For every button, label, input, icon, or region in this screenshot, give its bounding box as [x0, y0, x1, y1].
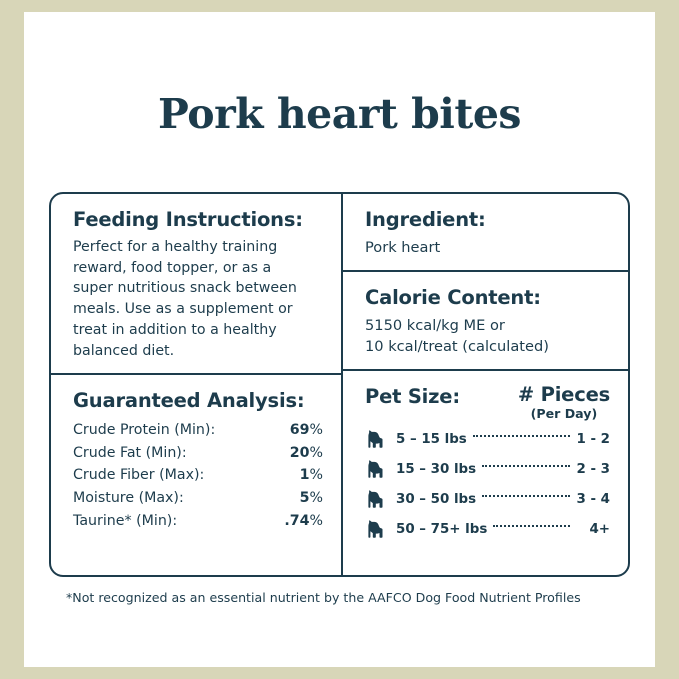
analysis-value-number: 5 — [299, 490, 310, 507]
analysis-label: Crude Fat (Min): — [73, 444, 187, 461]
analysis-value-unit: % — [309, 467, 323, 484]
pet-size-label: 15 – 30 lbs — [396, 461, 477, 477]
dot-leader — [493, 525, 570, 527]
pet-size-label: 30 – 50 lbs — [396, 491, 477, 507]
dog-icon — [365, 428, 387, 450]
list-item — [365, 488, 610, 510]
nutrition-panel — [49, 192, 630, 577]
pet-size-label: 5 – 15 lbs — [396, 431, 467, 447]
table-row — [73, 510, 323, 533]
pieces-header — [518, 385, 610, 420]
calorie-line-2: 10 kcal/treat (calculated) — [365, 338, 549, 356]
analysis-value — [270, 464, 323, 487]
dot-leader — [473, 435, 570, 437]
analysis-value — [270, 487, 323, 510]
dog-icon — [365, 458, 387, 480]
label-card — [24, 12, 655, 667]
analysis-label: Crude Fiber (Max): — [73, 467, 205, 484]
analysis-value-unit: % — [309, 512, 323, 529]
feeding-instructions-text: Perfect for a healthy training reward, food topper, or as a super nutritious snack between meals. Use as a supplement or treat in addition to a healthy balanced diet. — [73, 239, 297, 359]
analysis-label: Crude Protein (Min): — [73, 421, 216, 438]
guaranteed-analysis-heading: Guaranteed Analysis: — [73, 389, 305, 413]
analysis-value-unit: % — [309, 444, 323, 461]
dog-icon — [365, 488, 387, 510]
analysis-value-number: 1 — [299, 467, 310, 484]
list-item — [365, 458, 610, 480]
analysis-value-unit: % — [309, 421, 323, 438]
ingredient-text: Pork heart — [365, 239, 441, 256]
analysis-value — [270, 510, 323, 533]
guaranteed-analysis-table — [73, 418, 323, 532]
page-title: Pork heart bites — [158, 90, 521, 138]
list-item — [365, 428, 610, 450]
pet-size-heading: Pet Size: — [365, 385, 460, 409]
pet-size-count: 1 - 2 — [576, 431, 610, 447]
analysis-value-number: .74 — [284, 512, 310, 529]
ingredient-heading: Ingredient: — [365, 208, 486, 231]
calorie-content-section — [343, 272, 628, 371]
pet-size-count: 3 - 4 — [576, 491, 610, 507]
pieces-heading: # Pieces — [517, 383, 610, 407]
table-row — [73, 487, 323, 510]
calorie-content-heading: Calorie Content: — [365, 286, 541, 310]
analysis-label: Taurine* (Min): — [73, 512, 178, 529]
analysis-value-number: 20 — [289, 444, 310, 461]
calorie-line-1: 5150 kcal/kg ME or — [365, 317, 505, 335]
feeding-instructions-heading: Feeding Instructions: — [73, 208, 303, 231]
panel-right-column — [343, 194, 628, 575]
ingredient-section — [343, 194, 628, 272]
list-item — [365, 518, 610, 540]
table-row — [73, 418, 323, 441]
footnote: *Not recognized as an essential nutrient by the AAFCO Dog Food Nutrient Profiles — [66, 590, 581, 605]
dog-icon — [365, 518, 387, 540]
feeding-instructions-section — [51, 194, 341, 375]
analysis-value-number: 69 — [289, 421, 310, 438]
guaranteed-analysis-section — [51, 375, 341, 544]
dot-leader — [482, 495, 570, 497]
table-row — [73, 464, 323, 487]
pet-size-count: 4+ — [589, 521, 610, 537]
pet-size-count: 2 - 3 — [576, 461, 610, 477]
analysis-value — [270, 418, 323, 441]
per-day-label: (Per Day) — [530, 405, 598, 421]
pet-size-header — [365, 385, 610, 420]
analysis-label: Moisture (Max): — [73, 490, 184, 507]
panel-left-column — [51, 194, 343, 575]
table-row — [73, 441, 323, 464]
analysis-value — [270, 441, 323, 464]
dot-leader — [482, 465, 570, 467]
pet-size-label: 50 – 75+ lbs — [396, 521, 488, 537]
analysis-value-unit: % — [309, 490, 323, 507]
pet-size-section — [343, 371, 628, 552]
